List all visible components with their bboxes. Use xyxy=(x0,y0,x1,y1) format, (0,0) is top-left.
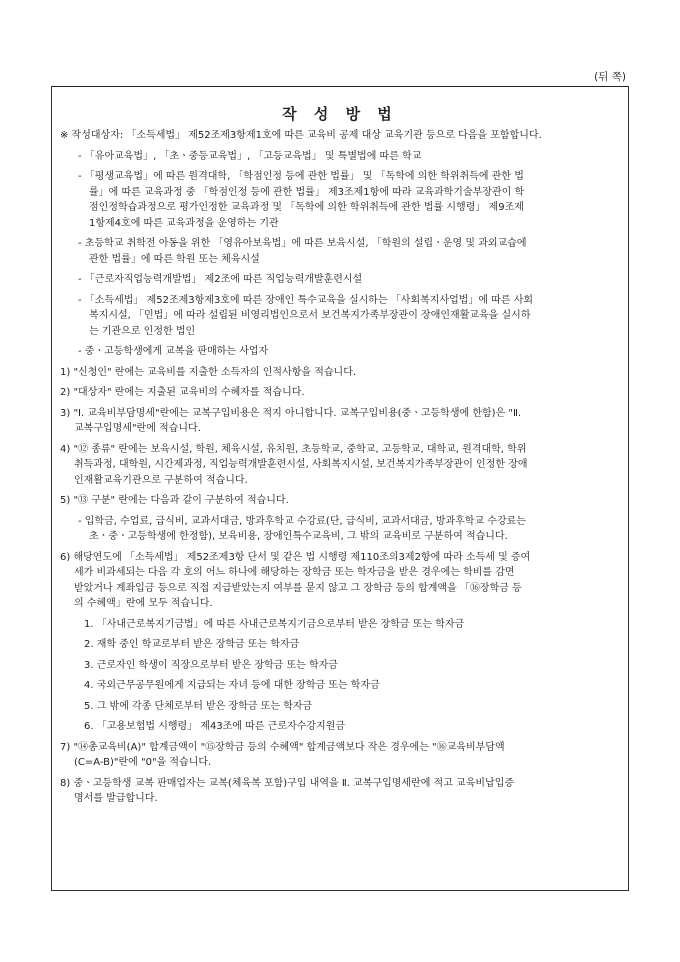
scope-item-childcare-cont: 관한 법률」에 따른 학원 또는 체육시설 xyxy=(89,253,260,265)
scholarship-item-3: 3. 근로자인 학생이 직장으로부터 받은 장학금 또는 학자금 xyxy=(84,659,338,671)
note-5-category: 5) "⑬ 구분" 란에는 다음과 같이 구분하여 적습니다. xyxy=(60,495,289,506)
note-2-beneficiary: 2) "대상자" 란에는 지출된 교육비의 수혜자를 적습니다. xyxy=(60,387,305,398)
scholarship-item-5: 5. 그 밖에 각종 단체로부터 받은 장학금 또는 학자금 xyxy=(84,700,313,712)
scope-item-vocational: - 「근로자직업능력개발법」 제2조에 따른 직업능력개발훈련시설 xyxy=(78,274,363,285)
scope-item-lifelong-education-cont: 률」에 따른 교육과정 중 「학점인정 등에 관한 법률」 제3조제1항에 따라 교육과학기술부장관이 학 xyxy=(89,186,525,198)
page-title: 작 성 방 법 xyxy=(282,105,398,123)
note-1-applicant: 1) "신청인" 란에는 교육비를 지출한 소득자의 인적사항을 적습니다. xyxy=(60,366,357,378)
note-5-category-item-cont: 초ㆍ중ㆍ고등학생에 한정함), 보육비용, 장애인특수교육비, 그 밖의 교육비로 구분하여 적습니다. xyxy=(89,531,508,542)
instructions-body xyxy=(60,128,626,807)
note-7-total-cont: (C=A-B)"란에 "0"을 적습니다. xyxy=(74,757,212,768)
note-4-type-cont: 취득과정, 대학원, 시간제과정, 직업능력개발훈련시설, 사회복지시설, 보건복지가족부장관이 인정한 장애 xyxy=(74,459,528,470)
scope-item-special-education-cont: 는 기관으로 인정한 법인 xyxy=(89,325,196,337)
note-3-expense-detail: 3) "Ⅰ. 교육비부담명세"란에는 교복구입비용은 적지 아니합니다. 교복구입비용(중ㆍ고등학생에 한함)은 "Ⅱ. xyxy=(60,407,522,419)
scope-item-school-laws: - 「유아교육법」, 「초ㆍ중등교육법」, 「고등교육법」 및 특별법에 따른 학교 xyxy=(78,150,422,162)
note-7-total: 7) "⑭총교육비(A)" 합계금액이 "⑮장학금 등의 수혜액" 합계금액보다 작은 경우에는 "⑯교육비부담액 xyxy=(60,741,505,753)
scope-item-lifelong-education: - 「평생교육법」에 따른 원격대학, 「학점인정 등에 관한 법률」 및 「독학에 의한 학위취득에 관한 법 xyxy=(78,171,524,182)
note-6-scholarship-cont: 의 수혜액」란에 모두 적습니다. xyxy=(74,598,213,609)
note-6-scholarship: 6) 해당연도에 「소득세법」 제52조제3항 단서 및 같은 법 시행령 제110조의3제2항에 따라 소득세 및 증여 xyxy=(60,551,531,563)
note-4-type: 4) "⑫ 종류" 란에는 보육시설, 학원, 체육시설, 유치원, 초등학교, 중학교, 고등학교, 대학교, 원격대학, 학위 xyxy=(60,443,527,455)
note-8-uniform: 8) 중ㆍ고등학생 교복 판매업자는 교복(체육복 포함)구입 내역을 Ⅱ. 교복구입명세란에 적고 교육비납입증 xyxy=(60,777,515,789)
scope-item-special-education-cont: 복지시설, 「민법」에 따라 설립된 비영리법인으로서 보건복지가족부장관이 장애인재활교육을 실시하 xyxy=(89,310,531,321)
note-5-category-item: - 입학금, 수업료, 급식비, 교과서대금, 방과후학교 수강료(단, 급식비, 교과서대금, 방과후학교 수강료는 xyxy=(78,515,526,527)
note-8-uniform-cont: 명서를 발급합니다. xyxy=(74,793,158,804)
note-6-scholarship-cont: 받았거나 계좌입금 등으로 직접 지급받았는지 여부를 묻지 않고 그 장학금 등의 합계액을 「⑯장학금 등 xyxy=(74,582,522,594)
scholarship-item-6: 6. 「고용보험법 시행령」 제43조에 따른 근로자수강지원금 xyxy=(84,721,346,732)
scholarship-item-4: 4. 국외근무공무원에게 지급되는 자녀 등에 대한 장학금 또는 학자금 xyxy=(84,680,380,691)
scope-item-lifelong-education-cont: 1항제4호에 따른 교육과정을 운영하는 기관 xyxy=(89,217,279,229)
scholarship-item-2: 2. 재학 중인 학교로부터 받은 장학금 또는 학자금 xyxy=(84,639,300,650)
scope-item-childcare: - 초등학교 취학전 아동을 위한 「영유아보육법」에 따른 보육시설, 「학원의 설립ㆍ운영 및 과외교습에 xyxy=(78,238,527,249)
scope-item-lifelong-education-cont: 점인정학습과정으로 평가인정한 교육과정 및 「독학에 의한 학위취득에 관한 법률 시행령」 제9조제 xyxy=(89,202,524,213)
scope-note: ※ 작성대상자: 「소득세법」 제52조제3항제1호에 따른 교육비 공제 대상 교육기관 등으로 다음을 포함합니다. xyxy=(60,130,542,141)
scope-item-uniform-seller: - 중ㆍ고등학생에게 교복을 판매하는 사업자 xyxy=(78,346,269,357)
note-3-expense-detail-cont: 교복구입명세"란에 적습니다. xyxy=(74,423,201,434)
page-side-label: (뒤 쪽) xyxy=(594,71,626,83)
note-6-scholarship-cont: 세가 비과세되는 다음 각 호의 어느 하나에 해당하는 장학금 또는 학자금을 받은 경우에는 학비를 감면 xyxy=(74,567,515,578)
scholarship-item-1: 1. 「사내근로복지기금법」에 따른 사내근로복지기금으로부터 받은 장학금 또는 학자금 xyxy=(84,618,465,630)
note-4-type-cont: 인재활교육기관으로 구분하여 적습니다. xyxy=(74,474,248,486)
scope-item-special-education: - 「소득세법」 제52조제3항제3호에 따른 장애인 특수교육을 실시하는 「사회복지사업법」에 따른 사회 xyxy=(78,294,534,306)
